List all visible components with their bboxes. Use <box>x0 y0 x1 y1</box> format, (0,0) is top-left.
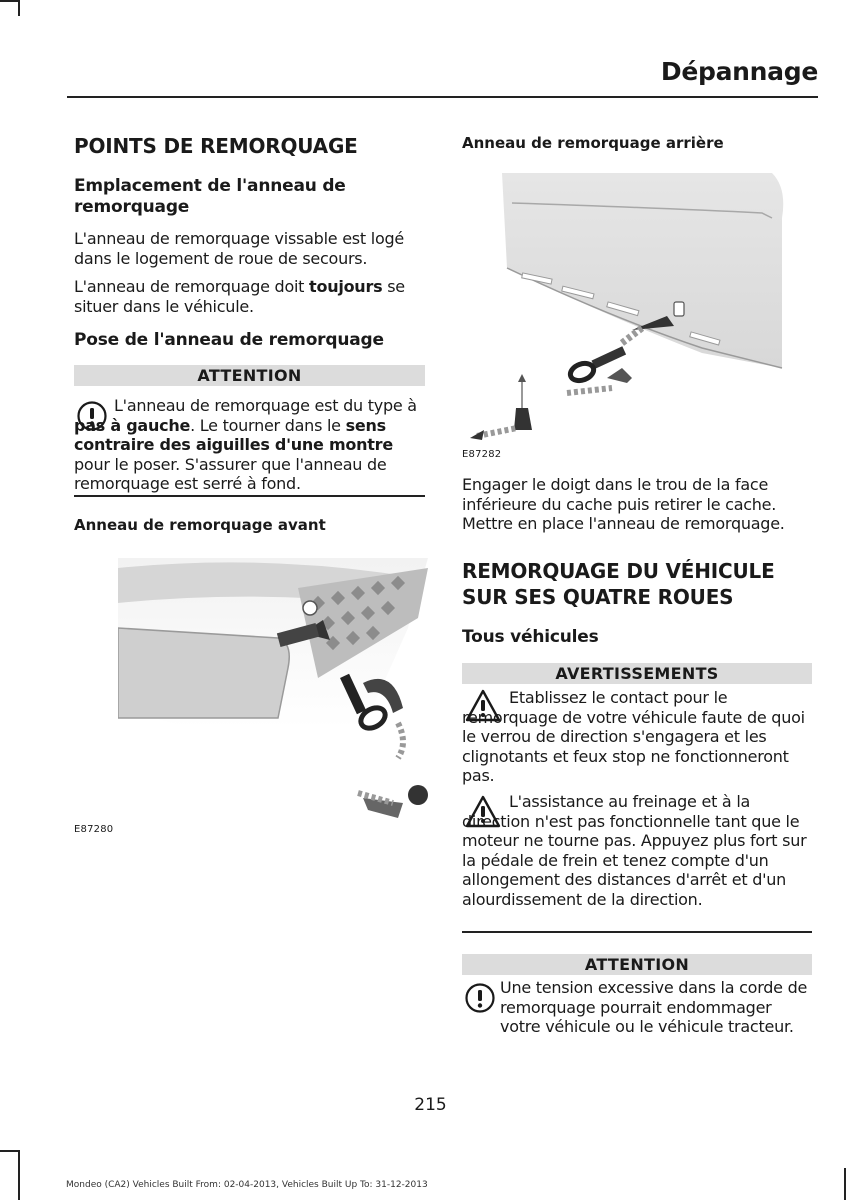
figure-caption: E87280 <box>74 824 114 835</box>
crop-mark <box>0 0 18 2</box>
crop-mark <box>0 1150 18 1152</box>
warning-text: Etablissez le contact pour le remorquage de votre véhicule faute de quoi le verrou de direction s'engagera et les clignotants et feux stop ne fonctionneront pas. <box>462 688 805 785</box>
crop-mark <box>844 1168 846 1200</box>
crop-mark <box>18 0 20 16</box>
paragraph: Engager le doigt dans le trou de la face inférieure du cache puis retirer le cache. Mettre en place l'anneau de remorquage. <box>462 475 785 533</box>
subheading: Emplacement de l'anneau de remorquage <box>74 176 346 217</box>
figure-caption: E87282 <box>462 449 502 460</box>
footer-text: Mondeo (CA2) Vehicles Built From: 02-04-2013, Vehicles Built Up To: 31-12-2013 <box>66 1180 428 1190</box>
rear-tow-eye-illustration <box>462 168 787 440</box>
header-rule <box>67 96 818 98</box>
paragraph: L'anneau de remorquage vissable est logé dans le logement de roue de secours. <box>74 229 404 268</box>
attention-text: L'anneau de remorquage est du type à pas à gauche. Le tourner dans le sens contraire des aiguilles d'une montre pour le poser. S'assurer que l'anneau de remorquage est serré à fond. <box>74 396 417 493</box>
crop-mark <box>18 1150 20 1200</box>
divider <box>74 495 425 497</box>
attention-bar: ATTENTION <box>462 954 812 975</box>
attention-bar: ATTENTION <box>74 365 425 386</box>
attention-icon <box>464 982 496 1014</box>
section-title: REMORQUAGE DU VÉHICULE SUR SES QUATRE ROUES <box>462 559 775 609</box>
subheading: Pose de l'anneau de remorquage <box>74 330 384 350</box>
section-title: POINTS DE REMORQUAGE <box>74 134 358 158</box>
paragraph: L'anneau de remorquage doit toujours se situer dans le véhicule. <box>74 277 405 316</box>
attention-text: Une tension excessive dans la corde de remorquage pourrait endommager votre véhicule ou le véhicule tracteur. <box>500 978 808 1036</box>
subheading: Anneau de remorquage avant <box>74 516 326 534</box>
page-title: Dépannage <box>660 57 818 86</box>
subheading: Tous véhicules <box>462 627 599 647</box>
subheading: Anneau de remorquage arrière <box>462 134 724 152</box>
warnings-bar: AVERTISSEMENTS <box>462 663 812 684</box>
front-tow-eye-illustration <box>118 548 438 838</box>
page-number: 215 <box>414 1095 447 1115</box>
divider <box>462 931 812 933</box>
warning-text: L'assistance au freinage et à la direction n'est pas fonctionnelle tant que le moteur ne tourne pas. Appuyez plus fort sur la pédale de frein et tenez compte d'un allongement des distances d'arrêt et d'un alourdissement de la direction. <box>462 792 807 909</box>
